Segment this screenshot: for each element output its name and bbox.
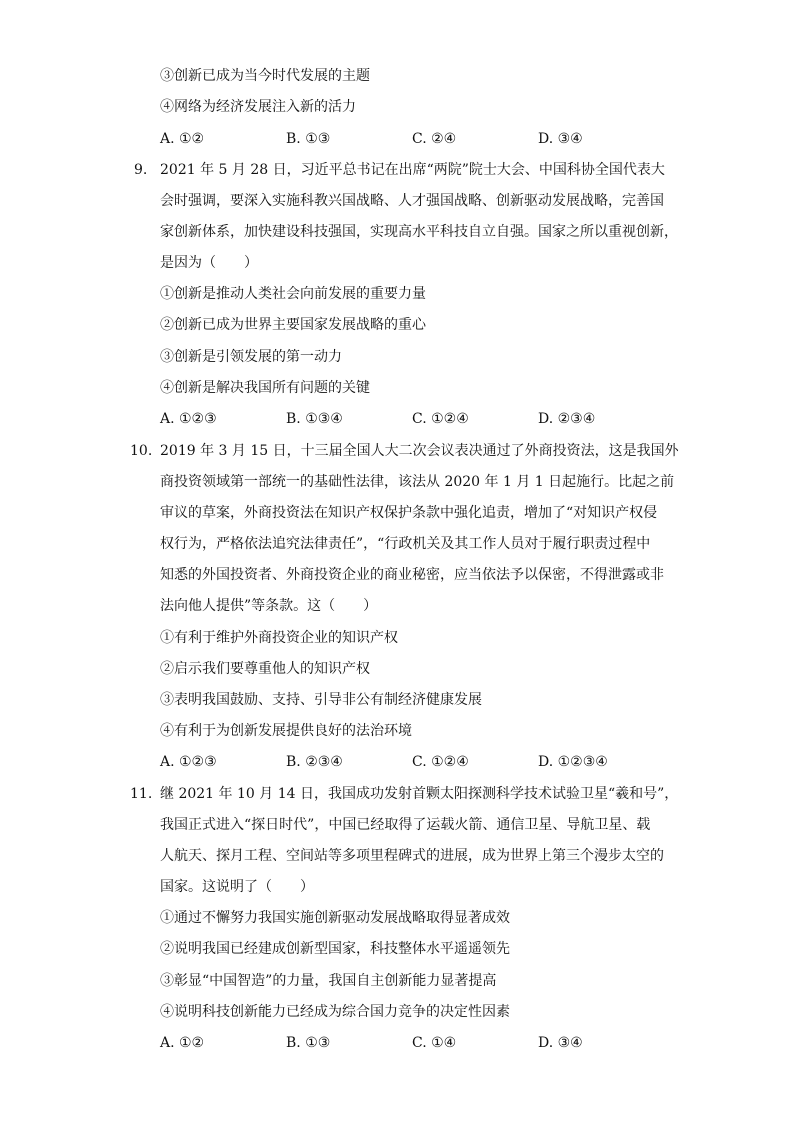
q10-option-b: B. ②③④: [286, 754, 343, 770]
q9-stem-line-3: 家创新体系，加快建设科技强国，实现高水平科技自立自强。国家之所以重视创新，: [160, 224, 678, 240]
q11-statement-1: ①通过不懈努力我国实施创新驱动发展战略取得显著成效: [160, 910, 510, 926]
q9-option-b: B. ①③④: [286, 411, 343, 427]
q10-statement-3: ③表明我国鼓励、支持、引导非公有制经济健康发展: [160, 692, 482, 708]
q10-option-a: A. ①②③: [160, 754, 217, 770]
q9-statement-1: ①创新是推动人类社会向前发展的重要力量: [160, 286, 426, 302]
q10-stem-line-1: 2019 年 3 月 15 日，十三届全国人大二次会议表决通过了外商投资法，这是我国外: [160, 443, 679, 459]
q10-statement-4: ④有利于为创新发展提供良好的法治环境: [160, 723, 412, 739]
q10-statement-2: ②启示我们要尊重他人的知识产权: [160, 661, 370, 677]
q9-stem-line-2: 会时强调，要深入实施科教兴国战略、人才强国战略、创新驱动发展战略，完善国: [160, 193, 664, 209]
q10-number: 10.: [130, 443, 153, 459]
q8-option-b: B. ①③: [286, 131, 331, 147]
q10-stem-line-3: 审议的草案，外商投资法在知识产权保护条款中强化追责，增加了“对知识产权侵: [160, 505, 658, 521]
q10-option-c: C. ①②④: [412, 754, 469, 770]
q8-option-a: A. ①②: [160, 131, 205, 147]
q11-number: 11.: [130, 786, 153, 802]
q10-stem-line-5: 知悉的外国投资者、外商投资企业的商业秘密，应当依法予以保密，不得泄露或非: [160, 567, 664, 583]
q9-option-c: C. ①②④: [412, 411, 469, 427]
q11-option-c: C. ①④: [412, 1035, 457, 1051]
q9-option-a: A. ①②③: [160, 411, 217, 427]
q10-stem-line-4: 权行为，严格依法追究法律责任”，“行政机关及其工作人员对于履行职责过程中: [160, 536, 651, 552]
q11-statement-2: ②说明我国已经建成创新型国家，科技整体水平遥遥领先: [160, 941, 510, 957]
q11-option-b: B. ①③: [286, 1035, 331, 1051]
q11-statement-3: ③彰显“中国智造”的力量，我国自主创新能力显著提高: [160, 973, 497, 989]
q9-stem-line-1: 2021 年 5 月 28 日，习近平总书记在出席“两院”院士大会、中国科协全国代表大: [160, 162, 665, 178]
q9-statement-4: ④创新是解决我国所有问题的关键: [160, 380, 370, 396]
q8-option-d: D. ③④: [538, 131, 583, 147]
q9-stem-line-4: 是因为（ ）: [160, 255, 258, 271]
q11-stem-line-3: 人航天、探月工程、空间站等多项里程碑式的进展，成为世界上第三个漫步太空的: [160, 848, 664, 864]
q11-stem-line-2: 我国正式进入“探日时代”，中国已经取得了运载火箭、通信卫星、导航卫星、载: [160, 817, 651, 833]
q11-option-d: D. ③④: [538, 1035, 583, 1051]
q8-option-c: C. ②④: [412, 131, 457, 147]
q9-statement-2: ②创新已成为世界主要国家发展战略的重心: [160, 317, 426, 333]
q11-option-a: A. ①②: [160, 1035, 205, 1051]
q8-statement-3: ③创新已成为当今时代发展的主题: [160, 68, 370, 84]
q11-statement-4: ④说明科技创新能力已经成为综合国力竞争的决定性因素: [160, 1004, 510, 1020]
q11-stem-line-4: 国家。这说明了（ ）: [160, 879, 314, 895]
q9-option-d: D. ②③④: [538, 411, 596, 427]
q11-stem-line-1: 继 2021 年 10 月 14 日，我国成功发射首颗太阳探测科学技术试验卫星“羲和号”，: [160, 786, 679, 802]
q10-option-d: D. ①②③④: [538, 754, 608, 770]
q10-stem-line-2: 商投资领域第一部统一的基础性法律，该法从 2020 年 1 月 1 日起施行。比起之前: [160, 474, 675, 490]
q8-statement-4: ④网络为经济发展注入新的活力: [160, 99, 356, 115]
q9-number: 9.: [134, 162, 148, 178]
q10-stem-line-6: 法向他人提供”等条款。这（ ）: [160, 598, 378, 614]
q9-statement-3: ③创新是引领发展的第一动力: [160, 349, 342, 365]
q10-statement-1: ①有利于维护外商投资企业的知识产权: [160, 630, 398, 646]
